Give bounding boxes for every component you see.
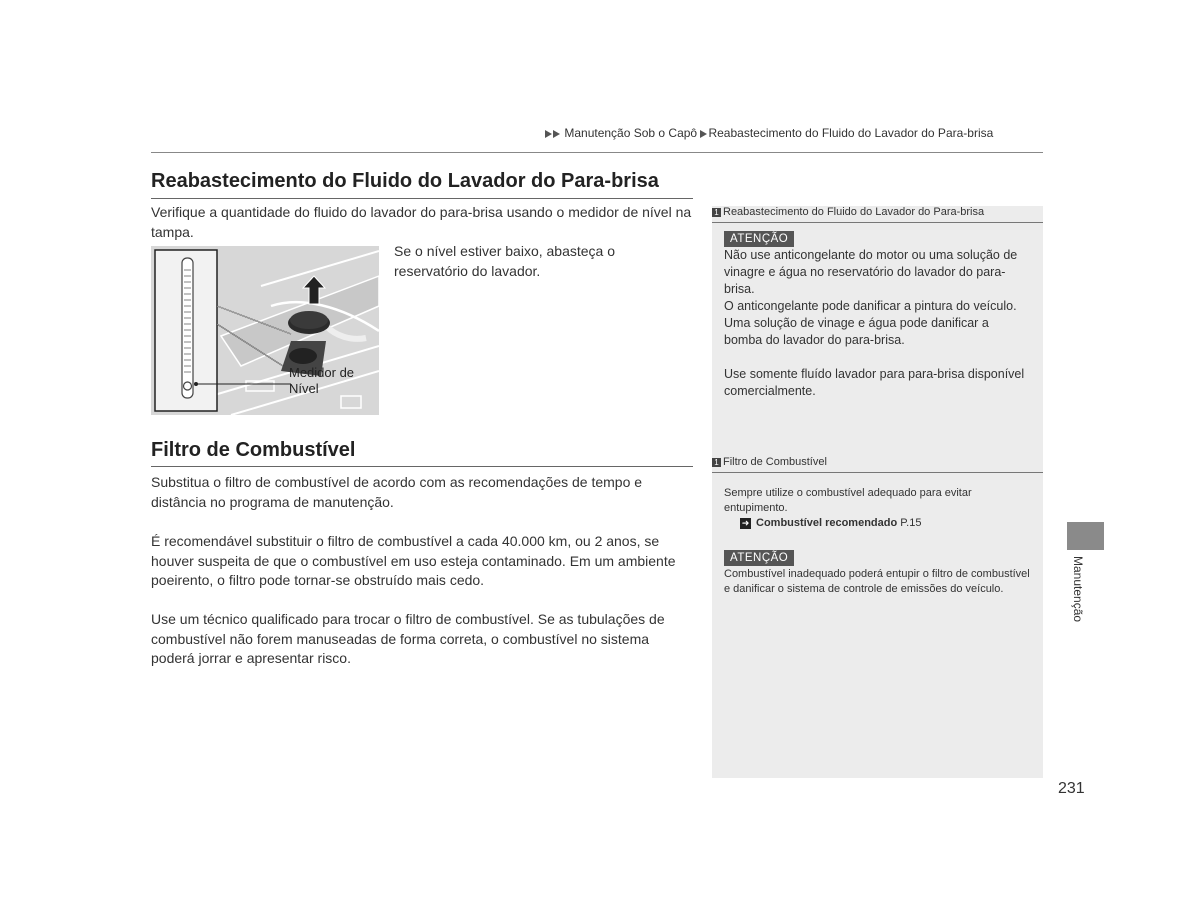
section-divider: [151, 466, 693, 467]
sidebar-fuel-text2: Combustível inadequado poderá entupir o filtro de combustível e danificar o sistema de controle de emissões do veículo.: [724, 568, 1030, 595]
sidebar-washer-text2: O anticongelante pode danificar a pintura do veículo.: [724, 299, 1017, 313]
level-gauge-label: [289, 365, 354, 397]
fuel-reference-page: P.15: [900, 517, 922, 529]
chapter-tab-marker[interactable]: [1067, 522, 1104, 550]
sidebar-washer-text4: Use somente fluído lavador para para-brisa disponível comercialmente.: [724, 367, 1025, 398]
level-gauge-label-line2: Nível: [289, 381, 319, 396]
washer-intro-text: Verifique a quantidade do fluido do lavador do para-brisa usando o medidor de nível na tampa.: [151, 204, 692, 240]
note-marker-icon: 1: [712, 458, 721, 467]
sidebar-divider: [712, 222, 1043, 223]
sidebar-fuel-text1: Sempre utilize o combustível adequado para evitar entupimento.: [724, 487, 972, 514]
reference-arrow-icon: ➜: [741, 518, 750, 528]
chapter-label: [1071, 556, 1087, 646]
sidebar-washer-text1: Não use anticongelante do motor ou uma solução de vinagre e água no reservatório do lavador do para-brisa.: [724, 248, 1018, 296]
header-divider: [151, 152, 1043, 153]
sidebar-heading-washer-text: Reabastecimento do Fluido do Lavador do Para-brisa: [723, 206, 985, 218]
triangle-icon: [700, 130, 707, 138]
fuel-filter-para2: É recomendável substituir o filtro de combustível a cada 40.000 km, ou 2 anos, se houver suspeita de que o combustível em uso esteja contaminado. Em um ambiente poeirento, o filtro pode tornar-se obstruído mais cedo.: [151, 533, 676, 588]
chapter-label-text: Manutenção: [1071, 556, 1085, 623]
washer-instruction-text: Se o nível estiver baixo, abasteça o reservatório do lavador.: [394, 243, 616, 279]
level-gauge-label-line1: Medidor de: [289, 365, 355, 380]
breadcrumb-part2[interactable]: Reabastecimento do Fluido do Lavador do Para-brisa: [708, 126, 994, 140]
note-marker-icon: 1: [712, 208, 721, 217]
triangle-icon: [553, 130, 560, 138]
sidebar-heading-washer: [712, 206, 984, 218]
section-title-washer-fluid: Reabastecimento do Fluido do Lavador do Para-brisa: [151, 170, 659, 192]
section-divider: [151, 198, 693, 199]
page-number: 231: [1058, 780, 1085, 797]
attention-badge: ATENÇÃO: [724, 231, 794, 247]
breadcrumb: [545, 126, 993, 140]
sidebar-heading-fuel-text: Filtro de Combustível: [723, 456, 827, 468]
fuel-reference-link[interactable]: [740, 516, 921, 531]
fuel-filter-para3: Use um técnico qualificado para trocar o filtro de combustível. Se as tubulações de combustível não forem manuseadas de forma correta, o combustível no sistema poderá jorrar e apresentar risco.: [151, 611, 665, 666]
triangle-icon: [545, 130, 552, 138]
breadcrumb-part1[interactable]: Manutenção Sob o Capô: [564, 126, 698, 140]
sidebar-washer-text3: Uma solução de vinage e água pode danificar a bomba do lavador do para-brisa.: [724, 316, 989, 347]
attention-badge: ATENÇÃO: [724, 550, 794, 566]
fuel-reference-label: Combustível recomendado: [756, 517, 898, 529]
sidebar-heading-fuel: [712, 456, 827, 468]
sidebar-divider: [712, 472, 1043, 473]
fuel-filter-para1: Substitua o filtro de combustível de acordo com as recomendações de tempo e distância no programa de manutenção.: [151, 474, 643, 510]
section-title-fuel-filter: Filtro de Combustível: [151, 439, 356, 461]
